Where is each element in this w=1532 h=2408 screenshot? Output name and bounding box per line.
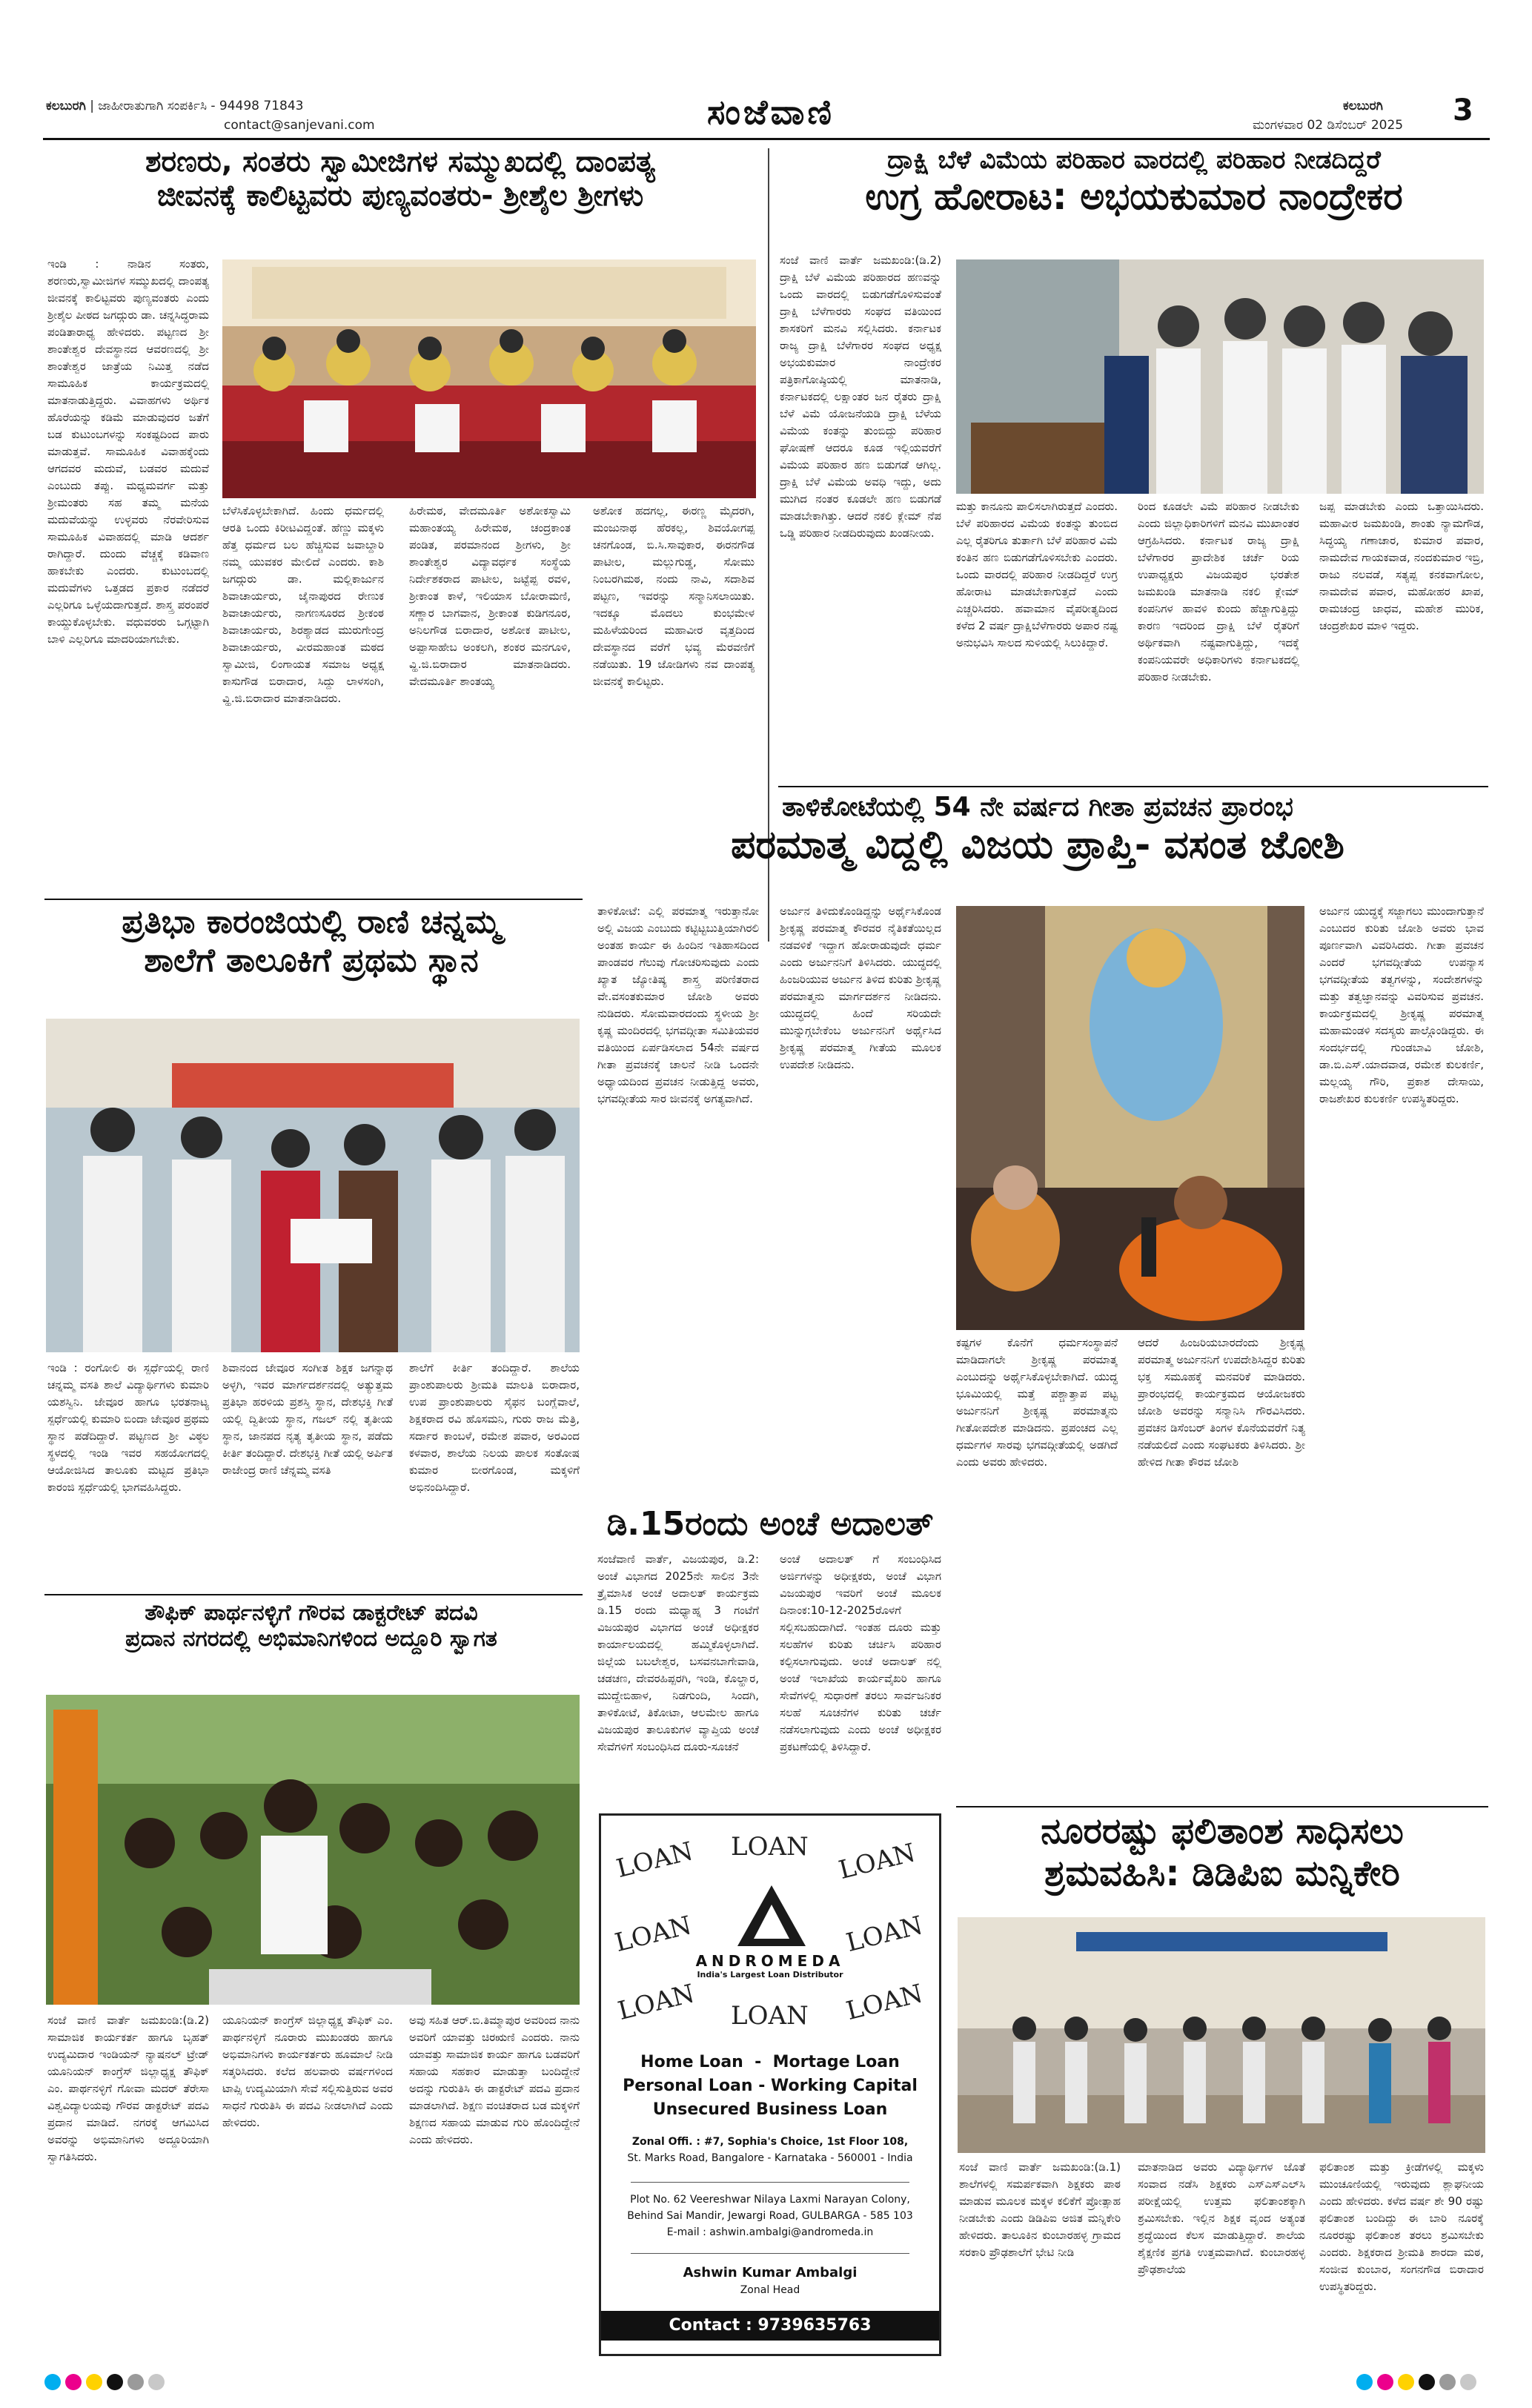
section-rule-right <box>956 1806 1488 1807</box>
masthead-rule <box>43 138 1490 140</box>
ad-divider <box>631 2182 909 2183</box>
print-color-dot <box>1439 2374 1456 2390</box>
ad-loan-word: LOAN <box>835 1837 919 1886</box>
ad-loan-word: LOAN <box>843 1910 926 1959</box>
masthead-email[interactable]: contact@sanjevani.com <box>224 118 375 133</box>
ad-plot2: Behind Sai Mandir, Jewargi Road, GULBARGA - 585 103 <box>627 2210 913 2222</box>
ad-line3: Unsecured Business Loan <box>652 2100 888 2119</box>
story3-col1: ತಾಳಿಕೋಟೆ: ಎಲ್ಲಿ ಪರಮಾತ್ಮ ಇರುತ್ತಾನೋ ಅಲ್ಲಿ ವಿಜಯ ಎಂಬುದು ಕಟ್ಟಿಟ್ಟಬುತ್ತಿಯಾಗಿರಲಿ ಅಂತಹ ಕಾರ್ಯ ಈ ಹಿಂದಿನ ಇತಿಹಾಸದಿಂದ ಪಾಂಡವರ ಗೆಲುವು ಗೋಚರಿಸುವುದು ಎಂದು ಖ್ಯಾತ ಜ್ಯೋತಿಷ್ಯ ಶಾಸ್ತ್ರ ಪರಿಣಿತರಾದ ವೇ.ವಸಂತಕುಮಾರ ಜೋಶಿ ಅವರು ನುಡಿದರು. ಸೋಮವಾರದಂದು ಸ್ಥಳೀಯ ಶ್ರೀ ಕೃಷ್ಣ ಮಂದಿರದಲ್ಲಿ ಭಗವದ್ಗೀತಾ ಸಮಿತಿಯವರ ವತಿಯಿಂದ ಏರ್ಪಡಿಸಲಾದ 54ನೇ ವರ್ಷದ ಗೀತಾ ಪ್ರವಚನಕ್ಕೆ ಚಾಲನೆ ನೀಡಿ ಒಂದನೇ ಅಧ್ಯಾಯದಿಂದ ಪ್ರವಚನ ನೀಡುತ್ತಿದ್ದ ಅವರು, ಭಗವದ್ಗೀತೆಯ ಸಾರ ಜೀವನಕ್ಕೆ ಅಗತ್ಯವಾಗಿದೆ. <box>597 904 759 1105</box>
ad-person-name: Ashwin Kumar Ambalgi <box>683 2265 858 2280</box>
ad-email[interactable]: E-mail : ashwin.ambalgi@andromeda.in <box>666 2226 874 2238</box>
page-number: 3 <box>1453 93 1473 128</box>
story2-col2: ರಿಂದ ಕೂಡಲೇ ವಿಮೆ ಪರಿಹಾರ ನೀಡಬೇಕು ಎಂದು ಜಿಲ್ಲಾಧಿಕಾರಿಗಳಿಗೆ ಮನವಿ ಮುಖಾಂತರ ಆಗ್ರಹಿಸಿದರು. ಕರ್ನಾಟಕ ರಾಜ್ಯ ದ್ರಾಕ್ಷಿ ಬೆಳೆಗಾರರ ಪ್ರಾದೇಶಿಕ ಚರ್ಚೆ ರಿಯ ಉಪಾಧ್ಯಕ್ಷರು ವಿಜಯಪುರ ಭರತೇಶ ಜಮಖಂಡಿ ಮಾತನಾಡಿ ನಕಲಿ ಕ್ಲೇಮ್ ಕಂಪನಿಗಳ ಹಾವಳಿ ಕುಂದು ಹೆಚ್ಚಾಗುತ್ತಿದ್ದು ಕಾರಣ ಇದರಿಂದ ದ್ರಾಕ್ಷಿ ಬೆಳೆ ರೈತರಿಗೆ ಅರ್ಥಿಕವಾಗಿ ನಷ್ಟವಾಗುತ್ತಿದ್ದು, ಇದಕ್ಕೆ ಕಂಪನಿಯವರೇ ಅಧಿಕಾರಿಗಳು ಕರ್ನಾಟಕದಲ್ಲಿ ಪರಿಹಾರ ನೀಡಬೇಕು. <box>1138 500 1299 684</box>
section-rule <box>778 786 1488 787</box>
wedding-ceremony-photo <box>222 259 756 498</box>
story5-col2: ಯೂನಿಯನ್ ಕಾಂಗ್ರೆಸ್ ಜಿಲ್ಲಾಧ್ಯಕ್ಷ ತೌಫಿಕ್ ಎಂ. ಪಾರ್ಥನಳ್ಳಿಗೆ ನೂರಾರು ಮುಖಂಡರು ಹಾಗೂ ಅಭಿಮಾನಿಗಳು ಕಾರ್ಯಕರ್ತರು ಹೂಮಾಲೆ ನೀಡಿ ಸತ್ಕರಿಸಿದರು. ಕಲೆದ ಹಲವಾರು ವರ್ಷಗಳಿಂದ ಟಾಪ್ಸಿ ಉದ್ಯಮಿಯಾಗಿ ಸೇವೆ ಸಲ್ಲಿಸುತ್ತಿರುವ ಅವರ ಸಾಧನೆ ಗುರುತಿಸಿ ಈ ಪದವಿ ನೀಡಲಾಗಿದೆ ಎಂದು ಹೇಳಿದರು. <box>222 2014 393 2129</box>
story7-headline <box>956 1810 1488 1894</box>
print-color-dot <box>1419 2374 1435 2390</box>
ad-loan-word: LOAN <box>731 1832 809 1862</box>
story1-headline-line2: ಜೀವನಕ್ಕೆ ಕಾಲಿಟ್ಟವರು ಪುಣ್ಯವಂತರು- ಶ್ರೀಶೈಲ ಶ್ರೀಗಳು <box>156 179 644 214</box>
ad-loan-word: LOAN <box>614 1978 698 2027</box>
story3-headline-line1: ತಾಳಿಕೋಟೆಯಲ್ಲಿ 54 ನೇ ವರ್ಷದ ಗೀತಾ ಪ್ರವಚನ ಪ್ರಾರಂಭ <box>782 792 1293 822</box>
story3-col4: ಕಷ್ಟಗಳ ಕೊನೆಗೆ ಧರ್ಮಸಂಸ್ಥಾಪನೆ ಮಾಡಿದಾಗಲೇ ಶ್ರೀಕೃಷ್ಣ ಪರಮಾತ್ಮ ಎಂಬುದನ್ನು ಅರ್ಥೈಸಿಕೊಳ್ಳಬೇಕಾಗಿದೆ. ಯುದ್ಧ ಭೂಮಿಯಲ್ಲಿ ಮತ್ತೆ ಪಶ್ಚಾತ್ತಾಪ ಪಟ್ಟ ಅರ್ಜುನನಿಗೆ ಶ್ರೀಕೃಷ್ಣ ಪರಮಾತ್ಮನು ಗೀತೋಪದೇಶ ಮಾಡಿದನು. ಪ್ರಪಂಚದ ಎಲ್ಲ ಧರ್ಮಗಳ ಸಾರವು ಭಗವದ್ಗೀತೆಯಲ್ಲಿ ಅಡಗಿದೆ ಎಂದು ಅವರು ಹೇಳಿದರು. <box>956 1336 1118 1469</box>
doctorate-celebration-photo <box>46 1695 580 2005</box>
ad-line1: Home Loan - Mortage Loan <box>640 2053 900 2071</box>
story4-headline <box>44 903 578 980</box>
masthead-right-city: ಕಲಬುರಗಿ <box>1343 99 1383 113</box>
print-color-dot <box>127 2374 144 2390</box>
story3-col2: ಅರ್ಜುನ ತಿಳಿದುಕೊಂಡಿದ್ದನ್ನು ಅರ್ಥೈಸಿಕೊಂಡ ಶ್ರೀಕೃಷ್ಣ ಪರಮಾತ್ಮ ಕೌರವರ ನೈತಿಕತೆಯಿಲ್ಲದ ನಡವಳಿಕೆ ಇದ್ದಾಗ ಹೋರಾಡುವುದೇ ಧರ್ಮ ಎಂದು ಅರ್ಜುನನಿಗೆ ತಿಳಿಸಿದರು. ಯುದ್ಧದಲ್ಲಿ ಹಿಂಜರಿಯುವ ಅರ್ಜುನ ತಿಳಿದ ಕುರಿತು ಶ್ರೀಕೃಷ್ಣ ಪರಮಾತ್ಮನು ಮಾರ್ಗದರ್ಶನ ನೀಡಿದನು. ಯುದ್ಧದಲ್ಲಿ ಹಿಂದೆ ಸರಿಯದೇ ಮುನ್ನುಗ್ಗಬೇಕೆಂಬ ಅರ್ಜುನನಿಗೆ ಅರ್ಥೈಸಿದ ಶ್ರೀಕೃಷ್ಣ ಪರಮಾತ್ಮ ಗೀತೆಯ ಮೂಲಕ ಉಪದೇಶ ನೀಡಿದನು. <box>780 904 941 1071</box>
story7-headline-line2: ಶ್ರಮವಹಿಸಿ: ಡಿಡಿಪಿಐ ಮನ್ನಿಕೇರಿ <box>1044 1852 1400 1894</box>
story3-headline <box>586 792 1490 869</box>
story6-col1: ಸಂಜೆವಾಣಿ ವಾರ್ತೆ, ವಿಜಯಪುರ, ಡಿ.2: ಅಂಚೆ ವಿಭಾಗದ 2025ನೇ ಸಾಲಿನ 3ನೇ ತ್ರೈಮಾಸಿಕ ಅಂಚೆ ಅದಾಲತ್ ಕಾರ್ಯಕ್ರಮ ಡಿ.15 ರಂದು ಮಧ್ಯಾಹ್ನ 3 ಗಂಟೆಗೆ ವಿಜಯಪುರ ವಿಭಾಗದ ಅಂಚೆ ಅಧೀಕ್ಷಕರ ಕಾರ್ಯಾಲಯದಲ್ಲಿ ಹಮ್ಮಿಕೊಳ್ಳಲಾಗಿದೆ. ಜಿಲ್ಲೆಯ ಬಬಲೇಶ್ವರ, ಬಸವನಬಾಗೇವಾಡಿ, ಚಡಚಣ, ದೇವರಹಿಪ್ಪರಗಿ, ಇಂಡಿ, ಕೊಲ್ಹಾರ, ಮುದ್ದೇಬಿಹಾಳ, ನಿಡಗುಂದಿ, ಸಿಂದಗಿ, ತಾಳಿಕೋಟೆ, ತಿಕೋಟಾ, ಆಲಮೇಲ ಹಾಗೂ ವಿಜಯಪುರ ತಾಲೂಕುಗಳ ವ್ಯಾಪ್ತಿಯ ಅಂಚೆ ಸೇವೆಗಳಿಗೆ ಸಂಬಂಧಿಸಿದ ದೂರು-ಸೂಚನೆ <box>597 1552 759 1753</box>
story2-headline-line1: ದ್ರಾಕ್ಷಿ ಬೆಳೆ ವಿಮೆಯ ಪರಿಹಾರ ವಾರದಲ್ಲಿ ಪರಿಹಾರ ನೀಡದಿದ್ದರೆ <box>887 145 1381 175</box>
story2-col-intro: ಸಂಜೆ ವಾಣಿ ವಾರ್ತೆ ಜಮಖಂಡಿ:(ಡಿ.2) ದ್ರಾಕ್ಷಿ ಬೆಳೆ ವಿಮೆಯ ಪರಿಹಾರದ ಹಣವನ್ನು ಒಂದು ವಾರದಲ್ಲಿ ಬಿಡುಗಡೆಗೊಳಿಸುವಂತೆ ದ್ರಾಕ್ಷಿ ಬೆಳೆಗಾರರು ಸಂಘದ ವತಿಯಿಂದ ಶಾಸಕರಿಗೆ ಮನವಿ ಸಲ್ಲಿಸಿದರು. ಕರ್ನಾಟಕ ರಾಜ್ಯ ದ್ರಾಕ್ಷಿ ಬೆಳೆಗಾರರ ಸಂಘದ ಅಧ್ಯಕ್ಷ ಅಭಯಕುಮಾರ ನಾಂದ್ರೇಕರ ಪತ್ರಿಕಾಗೋಷ್ಠಿಯಲ್ಲಿ ಮಾತನಾಡಿ, ಕರ್ನಾಟಕದಲ್ಲಿ ಲಕ್ಷಾಂತರ ಜನ ರೈತರು ದ್ರಾಕ್ಷಿ ಬೆಳೆ ವಿಮೆ ಯೋಜನೆಯಡಿ ದ್ರಾಕ್ಷಿ ಬೆಳೆಯ ವಿಮೆಯ ಕಂತನ್ನು ತುಂಬಿದ್ದು ಪರಿಹಾರ ಘೋಷಣೆ ಆದರೂ ಕೂಡ ಇಲ್ಲಿಯವರೆಗೆ ವಿಮೆಯ ಪರಿಹಾರ ಹಣ ಬಿಡುಗಡೆ ಆಗಿಲ್ಲ. ದ್ರಾಕ್ಷಿ ಬೆಳೆ ವಿಮೆಯ ಅವಧಿ ಇದ್ದು, ಅದು ಮುಗಿದ ನಂತರ ಕೂಡಲೇ ಹಣ ಬಿಡುಗಡೆ ಮಾಡಬೇಕಾಗಿತ್ತು. ಆದರೆ ನಕಲಿ ಕ್ಲೇಮ್ ನೆಪ ಒಡ್ಡಿ ಪರಿಹಾರ ನೀಡದಿರುವುದು ಖಂಡನೀಯ. <box>780 254 941 540</box>
ad-plot: Plot No. 62 Veereshwar Nilaya Laxmi Narayan Colony, <box>630 2194 910 2206</box>
story4-headline-line2: ಶಾಲೆಗೆ ತಾಲೂಕಿಗೆ ಪ್ರಥಮ ಸ್ಥಾನ <box>144 941 479 979</box>
story4-headline-line1: ಪ್ರತಿಭಾ ಕಾರಂಜಿಯಲ್ಲಿ ರಾಣಿ ಚನ್ನಮ್ಮ <box>122 903 501 941</box>
print-color-dot <box>1377 2374 1393 2390</box>
story3-col3: ಅರ್ಜುನ ಯುದ್ಧಕ್ಕೆ ಸಜ್ಜಾಗಲು ಮುಂದಾಗುತ್ತಾನೆ ಎಂಬುದರ ಕುರಿತು ಜೋಶಿ ಅವರು ಭಾವ ಪೂರ್ಣವಾಗಿ ವಿವರಿಸಿದರು. ಗೀತಾ ಪ್ರವಚನ ಎಂದರೆ ಭಗವದ್ಗೀತೆಯ ಉಪನ್ಯಾಸ ಭಗವದ್ಗೀತೆಯ ತತ್ವಗಳನ್ನು, ಸಂದೇಶಗಳನ್ನು ಮತ್ತು ತತ್ವಜ್ಞಾನವನ್ನು ವಿವರಿಸುವ ಪ್ರವಚನ. ಕಾರ್ಯಕ್ರಮದಲ್ಲಿ ಶ್ರೀಕೃಷ್ಣ ಪರಮಾತ್ಮ ಮಹಾಮಂಡಳಿ ಸದಸ್ಯರು ಪಾಲ್ಗೊಂಡಿದ್ದರು. ಈ ಸಂದರ್ಭದಲ್ಲಿ ಗುಂಡಬಾವಿ ಜೋಶಿ, ಡಾ.ಬಿ.ಎಸ್.ಯಾದವಾಡ, ರಮೇಶ ಕುಲಕರ್ಣಿ, ಮಲ್ಲಯ್ಯ ಗೌರಿ, ಪ್ರಕಾಶ ದೇಸಾಯಿ, ರಾಜಶೇಖರ ಕುಲಕರ್ಣಿ ಉಪಸ್ಥಿತರಿದ್ದರು. <box>1319 904 1484 1105</box>
grape-farmers-photo <box>956 259 1484 494</box>
story7-col2: ಮಾತನಾಡಿದ ಅವರು ವಿದ್ಯಾರ್ಥಿಗಳ ಜೊತೆ ಸಂವಾದ ನಡೆಸಿ ಶಿಕ್ಷಕರು ಎಸ್ಎಸ್ಎಲ್‌ಸಿ ಪರೀಕ್ಷೆಯಲ್ಲಿ ಉತ್ತಮ ಫಲಿತಾಂಶಕ್ಕಾಗಿ ಶ್ರಮಿಸಬೇಕು. ಇಲ್ಲಿನ ಶಿಕ್ಷಕ ವೃಂದ ಅತ್ಯಂತ ಶ್ರದ್ಧೆಯಿಂದ ಕೆಲಸ ಮಾಡುತ್ತಿದ್ದಾರೆ. ಶಾಲೆಯ ಶೈಕ್ಷಣಿಕ ಪ್ರಗತಿ ಉತ್ತಮವಾಗಿದೆ. ಕುಂಬಾರಹಳ್ಳ ಪ್ರೌಢಶಾಲೆಯ <box>1138 2160 1305 2276</box>
story1-col2: ಬೆಳೆಸಿಕೊಳ್ಳಬೇಕಾಗಿದೆ. ಹಿಂದು ಧರ್ಮದಲ್ಲಿ ಆರತಿ ಒಂದು ಕಿರೀಟವಿದ್ದಂತೆ. ಹೆಣ್ಣು ಮಕ್ಕಳು ಹೆತ್ತ ಧರ್ಮದ ಬಲ ಹೆಚ್ಚಿಸುವ ಜವಾಬ್ದಾರಿ ನಮ್ಮ ಯುವಕರ ಮೇಲಿದೆ ಎಂದರು. ಕಾಶಿ ಜಗದ್ಗುರು ಡಾ. ಮಲ್ಲಿಕಾರ್ಜುನ ಶಿವಾಚಾರ್ಯರು, ಜೈನಾಪುರದ ರೇಣುಕ ಶಿವಾಚಾರ್ಯರು, ನಾಗಣಸೂರದ ಶ್ರೀಕಂಠ ಶಿವಾಚಾರ್ಯರು, ಶಿರಶ್ಯಾಡದ ಮುರುಗೇಂದ್ರ ಶಿವಾಚಾರ್ಯರು, ವೀರಮಹಾಂತ ಮಠದ ಸ್ವಾಮೀಜಿ, ಲಿಂಗಾಯತ ಸಮಾಜ ಅಧ್ಯಕ್ಷ ಕಾಸುಗೌಡ ಬಿರಾದಾರ, ಸಿದ್ದು ಲಾಳಸಂಗಿ, ವ್ಹಿ.ಜಿ.ಬಿರಾದಾರ ಮಾತನಾಡಿದರು. <box>222 504 384 705</box>
story1-headline <box>44 145 756 214</box>
print-color-dot <box>44 2374 61 2390</box>
ad-line2: Personal Loan - Working Capital <box>623 2077 918 2095</box>
masthead-city: ಕಲಬುರಗಿ <box>46 99 86 113</box>
ad-person-title: Zonal Head <box>740 2284 800 2296</box>
ad-loan-word: LOAN <box>731 2001 809 2031</box>
ad-loan-word: LOAN <box>611 1910 695 1959</box>
story7-col3: ಫಲಿತಾಂಶ ಮತ್ತು ಕ್ರೀಡೆಗಳಲ್ಲಿ ಮಕ್ಕಳು ಮುಂಚೂಣಿಯಲ್ಲಿ ಇರುವುದು ಶ್ಲಾಘನೀಯ ಎಂದು ಹೇಳಿದರು. ಕಳೆದ ವರ್ಷ ಶೇ 90 ರಷ್ಟು ಫಲಿತಾಂಶ ಬಂದಿದ್ದು ಈ ಬಾರಿ ನೂರಕ್ಕೆ ನೂರರಷ್ಟು ಫಲಿತಾಂಶ ತರಲು ಶ್ರಮಿಸಬೇಕು ಎಂದರು. ಶಿಕ್ಷಕರಾದ ಶ್ರೀಮತಿ ಶಾರದಾ ಮಠ, ಸಂಜೀವ ಕುಂಬಾರ, ಸಂಗನಗೌಡ ಬಿರಾದಾರ ಉಪಸ್ಥಿತರಿದ್ದರು. <box>1319 2160 1484 2293</box>
masthead-left: ಕಲಬುರಗಿ | ಜಾಹೀರಾತುಗಾಗಿ ಸಂಪರ್ಕಿಸಿ - 94498 71843 <box>46 99 304 113</box>
print-color-dot <box>148 2374 165 2390</box>
story1-col1: ಇಂಡಿ : ನಾಡಿನ ಸಂತರು, ಶರಣರು,ಸ್ವಾಮೀಜಿಗಳ ಸಮ್ಮುಖದಲ್ಲಿ ದಾಂಪತ್ಯ ಜೀವನಕ್ಕೆ ಕಾಲಿಟ್ಟವರು ಪುಣ್ಯವಂತರು ಎಂದು ಶ್ರೀಶೈಲ ಪೀಠದ ಜಗದ್ಗುರು ಡಾ. ಚನ್ನಸಿದ್ಧರಾಮ ಪಂಡಿತಾರಾಧ್ಯ ಹೇಳಿದರು. ಪಟ್ಟಣದ ಶ್ರೀ ಶಾಂತೇಶ್ವರ ದೇವಸ್ಥಾನದ ಆವರಣದಲ್ಲಿ ಶ್ರೀ ಶಾಂತೇಶ್ವರ ಜಾತ್ರೆಯ ನಿಮಿತ್ತ ನಡೆದ ಸಾಮೂಹಿಕ ಕಾರ್ಯಕ್ರಮದಲ್ಲಿ ಮಾತನಾಡುತ್ತಿದ್ದರು. ವಿವಾಹಗಳು ಅರ್ಥಿಕ ಹೊರೆಯನ್ನು ಕಡಿಮೆ ಮಾಡುವುದರ ಜತೆಗೆ ಬಡ ಕುಟುಂಬಗಳನ್ನು ಸಂಕಷ್ಟದಿಂದ ಪಾರು ಮಾಡುತ್ತವೆ. ಸಾಮೂಹಿಕ ವಿವಾಹಕ್ಕೆಂದು ಆಗದವರ ಮದುವೆ, ಬಡವರ ಮದುವೆ ಎಂಬುದು ತಪ್ಪು. ಮಧ್ಯಮವರ್ಗ ಮತ್ತು ಶ್ರೀಮಂತರು ಸಹ ತಮ್ಮ ಮನೆಯ ಮದುವೆಯನ್ನು ಉಳ್ಳವರು ನೆರವೇರಿಸುವ ಸಾಮೂಹಿಕ ವಿವಾಹದಲ್ಲಿ ಮಾಡಿ ಆದರ್ಶ ರಾಗಿದ್ದಾರೆ. ದುಂದು ವೆಚ್ಚಕ್ಕೆ ಕಡಿವಾಣ ಹಾಕಬೇಕು ಎಂದರು. ಕುಟುಂಬದಲ್ಲಿ ಮದುವೆಗಳು ಒತ್ತಡದ ಪ್ರಕಾರ ನಡೆದರೆ ಎಲ್ಲರಿಗೂ ಒಳ್ಳೆಯದಾಗುತ್ತದೆ. ಶಾಸ್ತ್ರ ಪರಂಪರೆ ಕಾಯ್ದುಕೊಳ್ಳಬೇಕು. ವಧುವರರು ಒಗ್ಗಟ್ಟಾಗಿ ಬಾಳಿ ಎಲ್ಲರಿಗೂ ಮಾದರಿಯಾಗಬೇಕು. <box>47 257 209 646</box>
ad-tagline: India's Largest Loan Distributor <box>697 1970 843 1979</box>
andromeda-loan-ad[interactable] <box>599 1813 941 2356</box>
story3-col5: ಆದರೆ ಹಿಂಜರಿಯಬಾರದೆಂದು ಶ್ರೀಕೃಷ್ಣ ಪರಮಾತ್ಮ ಅರ್ಜುನನಿಗೆ ಉಪದೇಶಿಸಿದ್ದರ ಕುರಿತು ಭಕ್ತ ಸಮೂಹಕ್ಕೆ ಮನವರಿಕೆ ಮಾಡಿದರು. ಪ್ರಾರಂಭದಲ್ಲಿ ಕಾರ್ಯಕ್ರಮದ ಆಯೋಜಕರು ಜೋಶಿ ಅವರನ್ನು ಸನ್ಮಾನಿಸಿ ಗೌರವಿಸಿದರು. ಪ್ರವಚನ ಡಿಸೆಂಬರ್ ತಿಂಗಳ ಕೊನೆಯವರೆಗೆ ನಿತ್ಯ ನಡೆಯಲಿದೆ ಎಂದು ಸಂಘಟಕರು ತಿಳಿಸಿದರು. ಶ್ರೀ ಹೇಳಿದ ಗೀತಾ ಕೌರವ ಜೋಶಿ <box>1138 1336 1305 1469</box>
story1-col3: ಹಿರೇಮಠ, ವೇದಮೂರ್ತಿ ಅಶೋಕಸ್ವಾಮಿ ಮಹಾಂತಯ್ಯ ಹಿರೇಮಠ, ಚಂದ್ರಕಾಂತ ಪಂಡಿತ, ಪರಮಾನಂದ ಶ್ರೀಗಳು, ಶ್ರೀ ಶಾಂತೇಶ್ವರ ವಿದ್ಯಾವರ್ಧಕ ಸಂಸ್ಥೆಯ ನಿರ್ದೇಶಕರಾದ ಪಾಟೀಲ, ಜಟ್ಟೆಪ್ಪ ರವಳಿ, ಶ್ರೀಕಾಂತ ಕಾಳೆ, ಇಲಿಯಾಸ ಬೋರಾಮಣಿ, ಸಣ್ಣಾರ ಬಾಗವಾನ, ಶ್ರೀಕಾಂತ ಕುಡಿಗನೂರ, ಅನಿಲಗೌಡ ಬಿರಾದಾರ, ಅಶೋಕ ಪಾಟೀಲ, ಅಪ್ಪಾಸಾಹೇಬ ಅಂಕಲಗಿ, ಶಂಕರ ಮನಗೂಳಿ, ವ್ಹಿ.ಜಿ.ಬಿರಾದಾರ ಮಾತನಾಡಿದರು. ವೇದಮೂರ್ತಿ ಶಾಂತಯ್ಯ <box>409 504 571 688</box>
print-color-marks-right <box>1356 2372 1505 2392</box>
story1-col4: ಅಶೋಕ ಹದಗಲ್ಲ, ಈರಣ್ಣ ಮೈದರಗಿ, ಮಂಜುನಾಥ ಹೆರಕಲ್ಲ, ಶಿವಯೋಗಪ್ಪ ಚನಗೊಂಡ, ಬಿ.ಸಿ.ಸಾವುಕಾರ, ಈರನಗೌಡ ಪಾಟೀಲ, ಮಲ್ಲುಗುಡ್ಡ, ಸೋಮು ನಿಂಬರಗಿಮಠ, ನಂದು ನಾವಿ, ಸದಾಶಿವ ಪಟ್ಟಣ, ಇವರನ್ನು ಸನ್ಮಾನಿಸಲಾಯಿತು. ಇದಕ್ಕೂ ಮೊದಲು ಕುಂಭಮೇಳ ಮಹಿಳೆಯರಿಂದ ಮಹಾವೀರ ವೃತ್ತದಿಂದ ದೇವಸ್ಥಾನದ ವರೆಗೆ ಭವ್ಯ ಮೆರವಣಿಗೆ ನಡೆಯಿತು. 19 ಜೋಡಿಗಳು ನವ ದಾಂಪತ್ಯ ಜೀವನಕ್ಕೆ ಕಾಲಿಟ್ಟರು. <box>593 504 755 688</box>
story5-headline <box>44 1600 578 1653</box>
masthead-ad-contact: ಜಾಹೀರಾತುಗಾಗಿ ಸಂಪರ್ಕಿಸಿ - 94498 71843 <box>98 99 304 113</box>
story5-headline-line1: ತೌಫಿಕ್ ಪಾರ್ಥನಳ್ಳಿಗೆ ಗೌರವ ಡಾಕ್ಟರೇಟ್ ಪದವಿ <box>145 1600 478 1626</box>
print-color-marks-left <box>44 2372 193 2392</box>
ad-brand: ANDROMEDA <box>695 1952 845 1970</box>
ad-divider <box>631 2253 909 2254</box>
story2-col1: ಮತ್ತು ಕಾನೂನು ಪಾಲಿಸಲಾಗಿರುತ್ತದೆ ಎಂದರು. ಬೆಳೆ ಪರಿಹಾರದ ವಿಮೆಯ ಕಂತನ್ನು ತುಂಬಿದ ಎಲ್ಲ ರೈತರಿಗೂ ತುರ್ತಾಗಿ ಬೆಳೆ ಪರಿಹಾರ ವಿಮೆ ಕಂತಿನ ಹಣ ಬಿಡುಗಡೆಗೊಳಿಸಬೇಕು ಎಂದರು. ಒಂದು ವಾರದಲ್ಲಿ ಪರಿಹಾರ ನೀಡದಿದ್ದರೆ ಉಗ್ರ ಹೋರಾಟ ಮಾಡಬೇಕಾಗುತ್ತದೆ ಎಂದು ಎಚ್ಚರಿಸಿದರು. ಹವಾಮಾನ ವೈಪರೀತ್ಯದಿಂದ ಕಳೆದ 2 ವರ್ಷ ದ್ರಾಕ್ಷಿಬೆಳೆಗಾರರು ಅಪಾರ ನಷ್ಟ ಅನುಭವಿಸಿ ಸಾಲದ ಸುಳಿಯಲ್ಲಿ ಸಿಲುಕಿದ್ದಾರೆ. <box>956 500 1118 649</box>
story7-col1: ಸಂಜೆ ವಾಣಿ ವಾರ್ತೆ ಜಮಖಂಡಿ:(ಡಿ.1) ಶಾಲೆಗಳಲ್ಲಿ ಸಮರ್ಪಕವಾಗಿ ಶಿಕ್ಷಕರು ಪಾಠ ಮಾಡುವ ಮೂಲಕ ಮಕ್ಕಳ ಕಲಿಕೆಗೆ ಪ್ರೋತ್ಸಾಹ ನೀಡಬೇಕು ಎಂದು ಡಿಡಿಪಿಐ ಅಜಿತ ಮನ್ನಿಕೇರಿ ಹೇಳಿದರು. ತಾಲೂಕಿನ ಕುಂಬಾರಹಳ್ಳ ಗ್ರಾಮದ ಸರಕಾರಿ ಪ್ರೌಢಶಾಲೆಗೆ ಭೇಟಿ ನೀಡಿ <box>959 2160 1121 2259</box>
school-visit-photo <box>958 1917 1485 2153</box>
story5-col3: ಅವು ಸಹಿತ ಆರ್.ಬಿ.ತಿಮ್ಮಾಪುರ ಅವರಿಂದ ನಾನು ಅವರಿಗೆ ಯಾವತ್ತು ಚಿರಋಣಿ ಎಂದರು. ನಾನು ಯಾವತ್ತು ಸಾಮಾಜಿಕ ಕಾರ್ಯ ಹಾಗೂ ಬಡವರಿಗೆ ಸಹಾಯ ಸಹಕಾರ ಮಾಡುತ್ತಾ ಬಂದಿದ್ದೇನೆ ಅದನ್ನು ಗುರುತಿಸಿ ಈ ಡಾಕ್ಟರೇಟ್ ಪದವಿ ಪ್ರದಾನ ಮಾಡಲಾಗಿದೆ. ಶಿಕ್ಷಣ ವಂಚಿತರಾದ ಬಡ ಮಕ್ಕಳಿಗೆ ಶಿಕ್ಷಣದ ಸಹಾಯ ಮಾಡುವ ಗುರಿ ಹೊಂದಿದ್ದೇನೆ ಎಂದು ಹೇಳಿದರು. <box>409 2014 580 2146</box>
prize-distribution-photo <box>46 1019 580 1352</box>
print-color-dot <box>107 2374 123 2390</box>
section-rule-left <box>44 899 583 900</box>
gita-discourse-photo <box>956 906 1304 1330</box>
print-color-dot <box>86 2374 102 2390</box>
story7-headline-line1: ನೂರರಷ್ಟು ಫಲಿತಾಂಶ ಸಾಧಿಸಲು <box>1041 1810 1404 1852</box>
story6-col2: ಅಂಚೆ ಅದಾಲತ್ ಗೆ ಸಂಬಂಧಿಸಿದ ಅರ್ಜಿಗಳನ್ನು ಅಧೀಕ್ಷಕರು, ಅಂಚೆ ವಿಭಾಗ ವಿಜಯಪುರ ಇವರಿಗೆ ಅಂಚೆ ಮೂಲಕ ದಿನಾಂಕ:10-12-2025ರೊಳಗೆ ಸಲ್ಲಿಸಬಹುದಾಗಿದೆ. ಇಂತಹ ದೂರು ಮತ್ತು ಸಲಹೆಗಳ ಕುರಿತು ಚರ್ಚಿಸಿ ಪರಿಹಾರ ಕಲ್ಪಿಸಲಾಗುವುದು. ಅಂಚೆ ಅದಾಲತ್ ನಲ್ಲಿ ಅಂಚೆ ಇಲಾಖೆಯ ಕಾರ್ಯವೈಖರಿ ಹಾಗೂ ಸೇವೆಗಳಲ್ಲಿ ಸುಧಾರಣೆ ತರಲು ಸಾರ್ವಜನಿಕರ ಸಲಹೆ ಸೂಚನೆಗಳ ಕುರಿತು ಚರ್ಚೆ ನಡೆಸಲಾಗುವುದು ಎಂದು ಅಂಚೆ ಅಧೀಕ್ಷಕರ ಪ್ರಕಟಣೆಯಲ್ಲಿ ತಿಳಿಸಿದ್ದಾರೆ. <box>780 1552 941 1753</box>
ad-zonal2: St. Marks Road, Bangalore - Karnataka - 560001 - India <box>627 2152 913 2164</box>
story1-headline-line1: ಶರಣರು, ಸಂತರು ಸ್ವಾಮೀಜಿಗಳ ಸಮ್ಮುಖದಲ್ಲಿ ದಾಂಪತ್ಯ <box>145 145 655 179</box>
print-color-dot <box>1398 2374 1414 2390</box>
story5-headline-line2: ಪ್ರದಾನ ನಗರದಲ್ಲಿ ಅಭಿಮಾನಿಗಳಿಂದ ಅದ್ದೂರಿ ಸ್ವಾಗತ <box>125 1626 497 1653</box>
print-color-dot <box>65 2374 82 2390</box>
story4-col2: ಶಿವಾನಂದ ಜೇವೂರ ಸಂಗೀತ ಶಿಕ್ಷಕ ಜಗನ್ನಾಥ ಅಳ್ಳಗಿ, ಇವರ ಮಾರ್ಗದರ್ಶನದಲ್ಲಿ ಅತ್ಯುತ್ತಮ ಪ್ರತಿಭಾ ಹರಳಿಯ ಪ್ರಶಸ್ತಿ ಸ್ಥಾನ, ದೇಶಭಕ್ತಿ ಗೀತೆ ಯಲ್ಲಿ ದ್ವಿತೀಯ ಸ್ಥಾನ, ಗಜಲ್ ನಲ್ಲಿ ತೃತೀಯ ಸ್ಥಾನ, ಜಾನಪದ ನೃತ್ಯ ತೃತೀಯ ಸ್ಥಾನ, ಪಡೆದು ಕೀರ್ತಿ ತಂದಿದ್ದಾರೆ. ದೇಶಭಕ್ತಿ ಗೀತೆ ಯಲ್ಲಿ ಅರ್ಪಿತ ರಾಜೇಂದ್ರ ರಾಣಿ ಚೆನ್ನಮ್ಮ ವಸತಿ <box>222 1361 393 1477</box>
story4-col1: ಇಂಡಿ : ರಂಗೋಲಿ ಈ ಸ್ಪರ್ಧೆಯಲ್ಲಿ ರಾಣಿ ಚನ್ನಮ್ಮ ವಸತಿ ಶಾಲೆ ವಿದ್ಯಾರ್ಥಿಗಳು ಕುಮಾರಿ ಯಶಸ್ವಿನಿ. ಜೇವೂರ ಹಾಗೂ ಭರತನಾಟ್ಯ ಸ್ಪರ್ಧೆಯಲ್ಲಿ ಕುಮಾರಿ ಬಿಂದಾ ಜೇವೂರ ಪ್ರಥಮ ಸ್ಥಾನ ಪಡೆದಿದ್ದಾರೆ. ಪಟ್ಟಣದ ಶ್ರೀ ವಿಠ್ಠಲ ಸ್ಥಳದಲ್ಲಿ ಇಂಡಿ ಇವರ ಸಹಯೋಗದಲ್ಲಿ ಆಯೋಜಿಸಿದ ತಾಲೂಕು ಮಟ್ಟದ ಪ್ರತಿಭಾ ಕಾರಂಜಿ ಸ್ಪರ್ಧೆಯಲ್ಲಿ ಭಾಗವಹಿಸಿದ್ದರು. <box>47 1361 209 1494</box>
ad-contact-bar[interactable]: Contact : 9739635763 <box>601 2311 939 2341</box>
story2-col3: ಜಪ್ಪ ಮಾಡಬೇಕು ಎಂದು ಒತ್ತಾಯಿಸಿದರು. ಮಹಾವೀರ ಜಮಖಂಡಿ, ಶಾಂತು ನ್ಯಾಮಗೌಡ, ಸಿದ್ಧಯ್ಯ ಗಣಾಚಾರ, ಕುಮಾರ ಪವಾರ, ನಾಮದೇವ ಗಾಯಕವಾಡ, ನಂದಕುಮಾರ ಇಬ್ರಿ, ರಾಜು ನಲವಡೆ, ಸತ್ಯಪ್ಪ ಕನಕವಾಗೋಲ, ನಾಮದೇವ ಪವಾರ, ಮಹೋಹರ ಖಾಪ, ರಾಮಚಂದ್ರ ಜಾಧವ, ಮಹೇಶ ಮುರಿಕ, ಚಂದ್ರಶೇಖರ ಮಾಳಿ ಇದ್ದರು. <box>1319 500 1484 632</box>
print-color-dot <box>1460 2374 1476 2390</box>
print-color-dot <box>1356 2374 1373 2390</box>
ad-loan-word: LOAN <box>613 1836 697 1885</box>
section-rule-left-2 <box>44 1594 583 1595</box>
andromeda-logo-icon <box>735 1882 809 1949</box>
ad-zonal: Zonal Offi. : #7, Sophia's Choice, 1st Floor 108, <box>631 2136 909 2148</box>
story4-col3: ಶಾಲೆಗೆ ಕೀರ್ತಿ ತಂದಿದ್ದಾರೆ. ಶಾಲೆಯ ಪ್ರಾಂಶುಪಾಲರು ಶ್ರೀಮತಿ ಮಾಲತಿ ಬಿರಾದಾರ, ಉಪ ಪ್ರಾಂಶುಪಾಲರು ಸೈಫನ ಬಂಗ್ಲೆವಾಲೆ, ಶಿಕ್ಷಕರಾದ ರವಿ ಹೊಸಮನಿ, ಗುರು ರಾಜ ಮೆತ್ರಿ, ಸರ್ದಾರ ಕಾಂಬಳೆ, ರಮೇಶ ಪವಾರ, ಅರವಿಂದ ಕಳವಾರ, ಶಾಲೆಯ ನಿಲಯ ಪಾಲಕ ಸಂತೋಷ ಕುಮಾರ ಬೀರಗೊಂಡ, ಮಕ್ಕಳಿಗೆ ಅಭಿನಂದಿಸಿದ್ದಾರೆ. <box>409 1361 580 1494</box>
newspaper-logo: ಸಂಜೆವಾಣಿ <box>707 92 835 132</box>
ad-loan-word: LOAN <box>843 1978 926 2027</box>
story2-headline <box>778 145 1490 219</box>
story5-col1: ಸಂಜೆ ವಾಣಿ ವಾರ್ತೆ ಜಮಖಂಡಿ:(ಡಿ.2) ಸಾಮಾಜಿಕ ಕಾರ್ಯಕರ್ತ ಹಾಗೂ ಬೃಹತ್ ಉದ್ಯಮಿದಾರ ಇಂಡಿಯನ್ ನ್ಯಾಷನಲ್ ಟ್ರೇಡ್ ಯೂನಿಯನ್ ಕಾಂಗ್ರೆಸ್ ಜಿಲ್ಲಾಧ್ಯಕ್ಷ ತೌಫಿಕ್ ಎಂ. ಪಾರ್ಥನಳ್ಳಿಗೆ ಗೋವಾ ಮದರ್ ತೆರೇಸಾ ವಿಶ್ವವಿದ್ಯಾಲಯವು ಗೌರವ ಡಾಕ್ಟರೇಟ್ ಪದವಿ ಪ್ರದಾನ ಮಾಡಿದೆ. ನಗರಕ್ಕೆ ಆಗಮಿಸಿದ ಅವರನ್ನು ಅಭಿಮಾನಿಗಳು ಅದ್ದೂರಿಯಾಗಿ ಸ್ವಾಗತಿಸಿದರು. <box>47 2014 209 2163</box>
story3-headline-line2: ಪರಮಾತ್ಮ ವಿದ್ದಲ್ಲಿ ವಿಜಯ ಪ್ರಾಪ್ತಿ- ವಸಂತ ಜೋಶಿ <box>731 823 1344 868</box>
masthead-date: ಮಂಗಳವಾರ 02 ಡಿಸೆಂಬರ್ 2025 <box>1253 118 1404 133</box>
story2-headline-line2: ಉಗ್ರ ಹೋರಾಟ: ಅಭಯಕುಮಾರ ನಾಂದ್ರೇಕರ <box>865 175 1403 219</box>
story6-headline: ಡಿ.15ರಂದು ಅಂಚೆ ಅದಾಲತ್ <box>606 1505 934 1543</box>
